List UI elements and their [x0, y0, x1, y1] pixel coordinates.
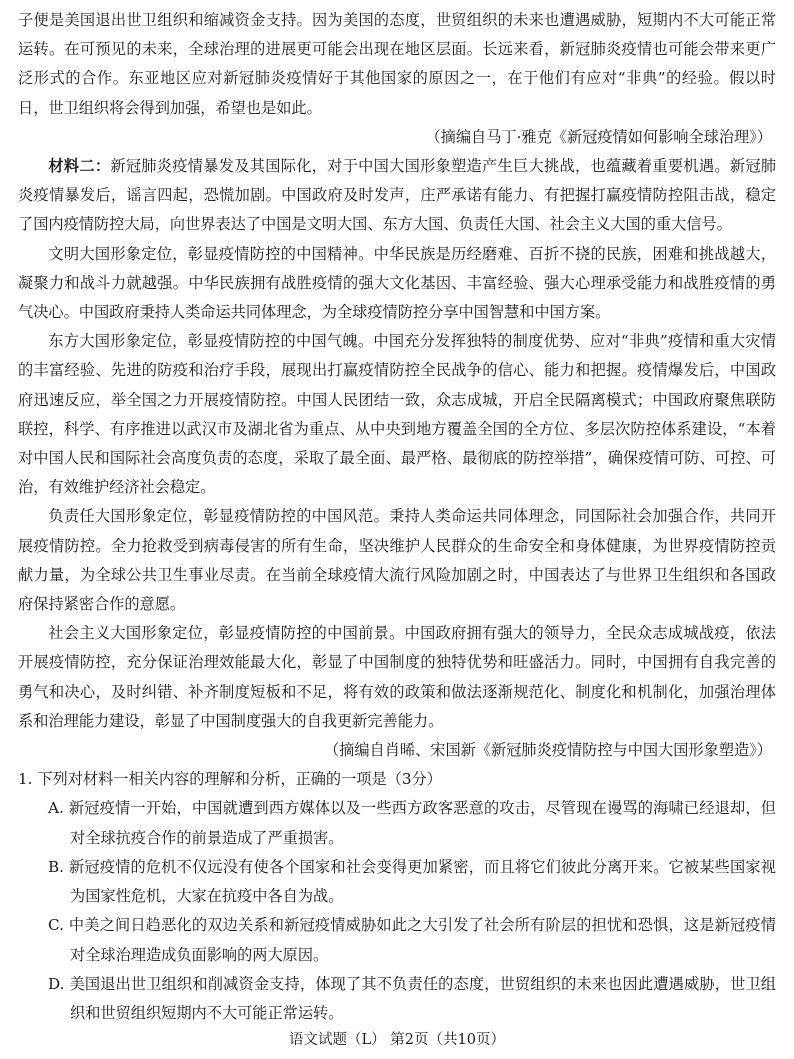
question-1-option-a: A. 新冠疫情一开始，中国就遭到西方媒体以及一些西方政客恶意的攻击，尽管现在谩骂的海啸已经退却，但对全球抗疫合作的前景造成了严重损害。 [48, 799, 776, 847]
question-1-option-d: D. 美国退出世卫组织和削减资金支持，体现了其不负责任的态度，世贸组织的未来也因此遭遇威胁，世卫组织和世贸组织短期内不大可能正常运转。 [48, 974, 776, 1022]
material-2-paragraph-1 [18, 152, 776, 240]
question-1-option-c: C. 中美之间日趋恶化的双边关系和新冠疫情威胁如此之大引发了社会所有阶层的担忧和恐惧，这是新冠疫情对全球治理造成负面影响的两大原因。 [48, 916, 776, 964]
passage-paragraph-intro: 子便是美国退出世卫组织和缩减资金支持。因为美国的态度，世贸组织的未来也遭遇威胁，短期内不大可能正常运转。在可预见的未来，全球治理的进展更可能会出现在地区层面。长远来看，新冠肺炎疫情也可能会带来更广泛形式的合作。东亚地区应对新冠肺炎疫情好于其他国家的原因之一，在于他们有应对“非典”的经验。假以时日，世卫组织将会得到加强，希望也是如此。 [18, 11, 776, 117]
material-2-label: 材料二： [48, 157, 111, 176]
question-1-option-b: B. 新冠疫情的危机不仅远没有使各个国家和社会变得更加紧密，而且将它们彼此分离开来。它被某些国家视为国家性危机，大家在抗疫中各自为战。 [48, 857, 776, 906]
question-1-stem: 1. 下列对材料一相关内容的理解和分析，正确的一项是（3分） [18, 770, 442, 789]
material-2-paragraph-2: 文明大国形象定位，彰显疫情防控的中国精神。中华民族是历经磨难、百折不挠的民族，困难和挑战越大，凝聚力和战斗力就越强。中华民族拥有战胜疫情的强大文化基因、丰富经验、强大心理承受能力和战胜疫情的勇气决心。中国政府秉持人类命运共同体理念，为全球疫情防控分享中国智慧和中国方案。 [18, 244, 776, 322]
page-footer: 语文试题（L） 第2页（共10页） [289, 1032, 505, 1048]
source-citation-1: （摘编自马丁·雅克《新冠疫情如何影响全球治理》） [425, 127, 772, 146]
material-2-paragraph-3: 东方大国形象定位，彰显疫情防控的中国气魄。中国充分发挥独特的制度优势、应对“非典”疫情和重大灾情的丰富经验、先进的防疫和治疗手段，展现出打赢疫情防控全民战争的信心、能力和把握。疫情爆发后，中国政府迅速反应，举全国之力开展疫情防控。中国人民团结一致，众志成城，开启全民隔离模式；中国政府聚焦联防联控，科学、有序推进以武汉市及湖北省为重点、从中央到地方覆盖全国的全方位、多层次防控体系建设，“本着对中国人民和国际社会高度负责的态度，采取了最全面、最严格、最彻底的防控举措”，确保疫情可防、可控、可治，有效维护经济社会稳定。 [18, 332, 776, 497]
material-2-paragraph-5: 社会主义大国形象定位，彰显疫情防控的中国前景。中国政府拥有强大的领导力，全民众志成城战疫，依法开展疫情防控，充分保证治理效能最大化，彰显了中国制度的独特优势和旺盛活力。同时，中国拥有自我完善的勇气和决心，及时纠错、补齐制度短板和不足，将有效的政策和做法逐渐规范化、制度化和机制化，加强治理体系和治理能力建设，彰显了中国制度强大的自我更新完善能力。 [18, 624, 776, 730]
material-2-paragraph-4: 负责任大国形象定位，彰显疫情防控的中国风范。秉持人类命运共同体理念，同国际社会加强合作，共同开展疫情防控。全力抢救受到病毒侵害的所有生命，坚决维护人民群众的生命安全和身体健康，为世界疫情防控贡献力量，为全球公共卫生事业尽责。在当前全球疫情大流行风险加剧之时，中国表达了与世界卫生组织和各国政府保持紧密合作的意愿。 [18, 507, 776, 614]
material-2-paragraph-1-text: 新冠肺炎疫情暴发及其国际化，对于中国大国形象塑造产生巨大挑战，也蕴藏着重要机遇。新冠肺炎疫情暴发后，谣言四起，恐慌加剧。中国政府及时发声，庄严承诺有能力、有把握打赢疫情防控阻击战，稳定了国内疫情防控大局，向世界表达了中国是文明大国、东方大国、负责任大国、社会主义大国的重大信号。 [18, 157, 777, 234]
source-citation-2: （摘编自肖晞、宋国新《新冠肺炎疫情防控与中国大国形象塑造》） [323, 741, 772, 760]
